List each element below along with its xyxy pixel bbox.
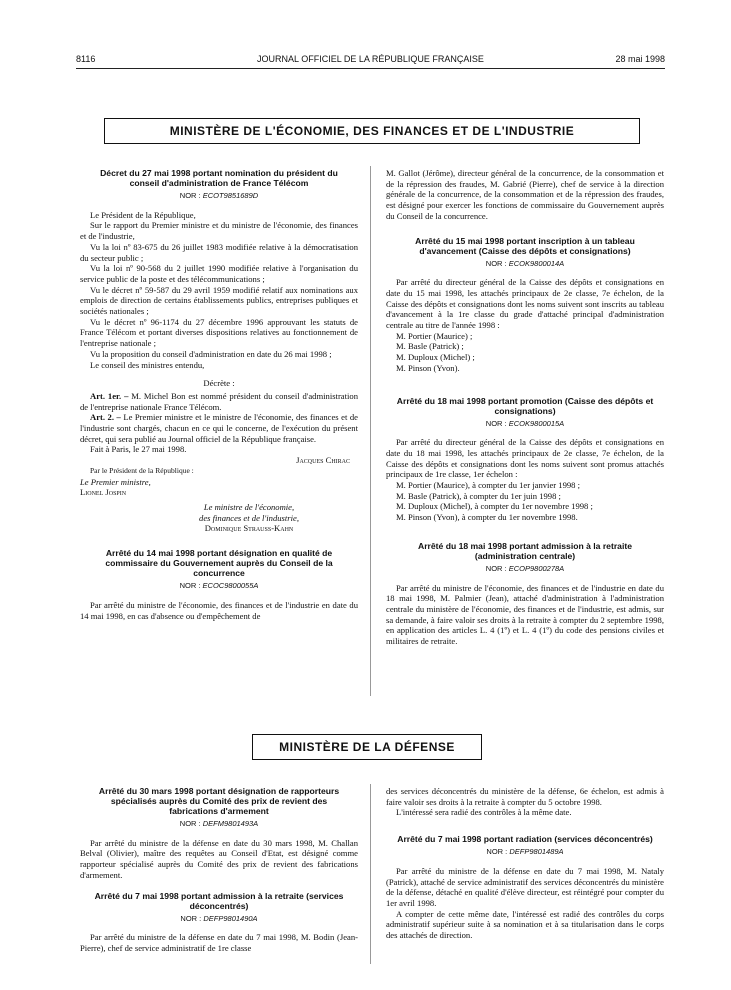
paragraph: Par arrêté du directeur général de la Caisse des dépôts et consignations en date du 15 mai 1998, les attachés principaux de 2e classe, 7e échelon, de la Caisse des dépôts et consignations dont les noms suivent sont inscrits au tableau d'avancement à la 1re classe du grade d'attaché principal d'administration centrale au titre de l'année 1998 : bbox=[386, 277, 664, 331]
nor-ref: NOR : ECOK9800014A bbox=[485, 258, 565, 268]
nor-ref: NOR : ECOC9800055A bbox=[179, 581, 259, 591]
paragraph: Par arrêté du ministre de la défense en date du 7 mai 1998, M. Bodin (Jean-Pierre), chef de service administratif de 1re classe bbox=[80, 932, 358, 953]
minister-line-2: des finances et de l'industrie, bbox=[199, 512, 299, 523]
signature-pm: Lionel Jospin bbox=[80, 487, 127, 498]
arrete-title: Arrêté du 18 mai 1998 portant promotion (Caisse des dépôts et consignations) bbox=[396, 395, 654, 416]
nor-code: DEFM9801493A bbox=[202, 819, 259, 828]
nor-code: DEFP9801489A bbox=[509, 847, 564, 857]
section1-left-column bbox=[80, 168, 358, 621]
paragraph: Vu la loi nº 83-675 du 26 juillet 1983 modifiée relative à la démocratisation du secteur public ; bbox=[80, 241, 358, 263]
arrete-title: Arrêté du 15 mai 1998 portant inscription à un tableau d'avancement (Caisse des dépôts et consignations) bbox=[415, 235, 635, 256]
issue-date: 28 mai 1998 bbox=[615, 54, 665, 64]
nor-ref: NOR : ECOK9800015A bbox=[485, 418, 565, 428]
list-item: M. Basle (Patrick), à compter du 1er juin 1998 ; bbox=[396, 490, 561, 501]
nor-ref: NOR : DEFP9801490A bbox=[180, 913, 258, 923]
list-item: M. Portier (Maurice) ; bbox=[396, 330, 473, 341]
page-header bbox=[76, 54, 665, 68]
arrete-title: Arrêté du 18 mai 1998 portant admission à la retraite (administration centrale) bbox=[418, 540, 632, 561]
arrete-title: Arrêté du 7 mai 1998 portant admission à la retraite (services déconcentrés) bbox=[94, 890, 344, 911]
paragraph: Vu la loi nº 90-568 du 2 juillet 1990 modifiée relative à l'organisation du service public de la poste et des télécommunications ; bbox=[80, 263, 358, 284]
article-1: Art. 1er. – M. Michel Bon est nommé président du conseil d'administration de l'entreprise nationale France Télécom. bbox=[80, 390, 358, 412]
paragraph: L'intéressé sera radié des contrôles à la même date. bbox=[396, 807, 572, 818]
nor-code: ECOP9800278A bbox=[508, 563, 565, 573]
paragraph: Par arrêté du ministre de l'économie, des finances et de l'industrie en date du 18 mai 1998, M. Palmier (Jean), attaché d'administration à l'administration centrale du ministère de l'économie, des finances et de l'industrie, est admis, sur sa demande, à faire valoir ses droits à la retraite à compter du 2 septembre 1998, en application des articles L. 4 (1º) et L. 4 (1º) du code des pensions civiles et militaires de retraite. bbox=[386, 582, 664, 647]
minister-line-1: Le ministre de l'économie, bbox=[203, 501, 295, 512]
nor-code: ECOK9800014A bbox=[508, 258, 565, 268]
nor-ref: NOR : DEFM9801493A bbox=[179, 819, 259, 828]
spacer bbox=[386, 222, 664, 236]
article-2: Art. 2. – Le Premier ministre et le ministre de l'économie, des finances et de l'industrie sont chargés, chacun en ce qui le concerne, de l'exécution du présent décret, qui sera publié au Journal officiel de la République française. bbox=[80, 412, 358, 444]
arrete-title: Arrêté du 7 mai 1998 portant radiation (services déconcentrés) bbox=[397, 834, 653, 845]
list-item: M. Pinson (Yvon), à compter du 1er novembre 1998. bbox=[396, 512, 578, 523]
ministry-banner-economie: MINISTÈRE DE L'ÉCONOMIE, DES FINANCES ET DE L'INDUSTRIE bbox=[104, 118, 640, 144]
paragraph: Vu la proposition du conseil d'administration en date du 26 mai 1998 ; bbox=[90, 348, 332, 359]
paragraph: Par arrêté du directeur général de la Caisse des dépôts et consignations en date du 18 mai 1998, les attachés principaux de 2e classe, 7e échelon, de la Caisse des dépôts et consignations dont les noms suivent sont promus attachés principaux de 1re classe, 1er échelon : bbox=[386, 437, 664, 480]
list-item: M. Portier (Maurice), à compter du 1er janvier 1998 ; bbox=[396, 480, 580, 491]
nor-ref: NOR : ECOP9800278A bbox=[485, 563, 565, 573]
arrete-title: Arrêté du 14 mai 1998 portant désignation en qualité de commissaire du Gouvernement auprès du Conseil de la concurrence bbox=[105, 548, 333, 579]
section2-left-column bbox=[80, 786, 358, 954]
list-item: M. Pinson (Yvon). bbox=[396, 362, 460, 373]
paragraph: Vu le décret nº 96-1174 du 27 décembre 1996 approuvant les statuts de France Télécom et portant diverses dispositions relatives au fonctionnement de l'entreprise nationale ; bbox=[80, 316, 358, 349]
spacer bbox=[386, 523, 664, 541]
journal-title: JOURNAL OFFICIEL DE LA RÉPUBLIQUE FRANÇAISE bbox=[257, 54, 484, 64]
nor-code: ECOT9851689D bbox=[202, 191, 259, 200]
signature-minister: Dominique Strauss-Kahn bbox=[204, 523, 294, 534]
paragraph: Le conseil des ministres entendu, bbox=[90, 359, 205, 370]
column-divider bbox=[370, 166, 371, 696]
fait: Fait à Paris, le 27 mai 1998. bbox=[90, 444, 187, 455]
paragraph: Par arrêté du ministre de la défense en date du 7 mai 1998, M. Nataly (Patrick), attaché de service administratif des services déconcentrés du ministère de la défense, détaché en qualité d'élève directeur, est réintégré pour compter du 1er avril 1998. bbox=[386, 865, 664, 908]
spacer bbox=[80, 534, 358, 548]
decree-title: Décret du 27 mai 1998 portant nomination du président du conseil d'administration de France Télécom bbox=[100, 168, 338, 188]
signature-president: Jacques Chirac bbox=[296, 455, 350, 466]
nor-code: ECOC9800055A bbox=[202, 581, 259, 591]
nor-ref: NOR : ECOT9851689D bbox=[179, 191, 259, 200]
page-number: 8116 bbox=[76, 54, 96, 64]
nor-code: ECOK9800015A bbox=[508, 418, 565, 428]
paragraph: Par arrêté du ministre de la défense en date du 30 mars 1998, M. Challan Belval (Olivier), maître des requêtes au Conseil d'Etat, est désigné comme rapporteur spécialisé auprès du Comité des prix de revient des fabrications d'armement. bbox=[80, 837, 358, 880]
paragraph: M. Gallot (Jérôme), directeur général de la concurrence, de la consommation et de la répression des fraudes, M. Gabrié (Pierre), chef de service à la direction générale de la concurrence, de la consommation et de la répression des fraudes, est désigné pour exercer les fonctions de commissaire du Gouvernement auprès du Conseil de la concurrence. bbox=[386, 168, 664, 221]
arrete-title: Arrêté du 30 mars 1998 portant désignation de rapporteurs spécialisés auprès du Comité des prix de revient des fabrications d'armement bbox=[98, 786, 340, 816]
paragraph: Le Président de la République, bbox=[90, 209, 196, 220]
paragraph: Sur le rapport du Premier ministre et du ministre de l'économie, des finances et de l'industrie, bbox=[80, 220, 358, 242]
par-le-president: Par le Président de la République : bbox=[90, 465, 194, 475]
list-item: M. Basle (Patrick) ; bbox=[396, 341, 464, 352]
paragraph: Vu le décret nº 59-587 du 29 avril 1959 modifié relatif aux nominations aux emplois de direction de certains établissements publics, entreprises publiques et sociétés nationales ; bbox=[80, 284, 358, 317]
list-item: M. Duploux (Michel) ; bbox=[396, 352, 475, 363]
section2-right-column bbox=[386, 786, 664, 941]
paragraph: A compter de cette même date, l'intéressé est radié des contrôles du corps administratif supérieur suite à sa nomination et à sa titularisation dans le corps des attachés de direction. bbox=[386, 908, 664, 941]
spacer bbox=[80, 881, 358, 891]
header-rule bbox=[76, 68, 665, 69]
column-divider bbox=[370, 784, 371, 964]
section1-right-column bbox=[386, 168, 664, 647]
premier-ministre: Le Premier ministre, bbox=[80, 476, 151, 487]
nor-ref: NOR : DEFP9801489A bbox=[486, 847, 564, 857]
list-item: M. Duploux (Michel), à compter du 1er novembre 1998 ; bbox=[396, 501, 593, 512]
paragraph: Par arrêté du ministre de l'économie, des finances et de l'industrie en date du 14 mai 1998, en cas d'absence ou d'empêchement de bbox=[80, 599, 358, 621]
spacer bbox=[386, 818, 664, 834]
ministry-banner-defense: MINISTÈRE DE LA DÉFENSE bbox=[252, 734, 482, 760]
spacer bbox=[386, 374, 664, 396]
decrete: Décrète : bbox=[203, 378, 235, 389]
paragraph: des services déconcentrés du ministère de la défense, 6e échelon, est admis à faire valoir ses droits à la retraite à compter du 5 octobre 1998. bbox=[386, 786, 664, 807]
nor-code: DEFP9801490A bbox=[203, 913, 258, 923]
